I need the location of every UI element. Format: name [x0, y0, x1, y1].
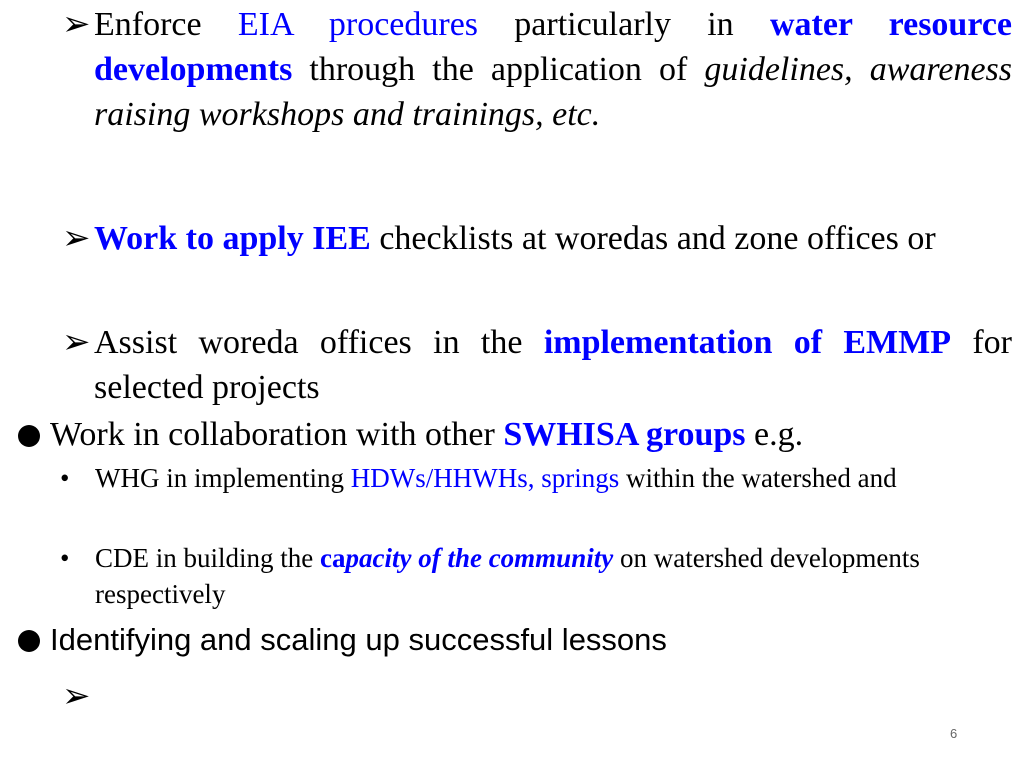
- bullet-apply-iee: [62, 216, 1012, 261]
- page-number: 6: [950, 726, 958, 741]
- bullet-collaboration: [18, 414, 1018, 456]
- filled-circle-bullet-icon: [18, 630, 40, 652]
- bullet-successful-lessons: [18, 619, 1018, 661]
- bullet-text: WHG in implementing HDWs/HHWHs, springs within the watershed and: [95, 463, 897, 493]
- arrow-bullet-icon: ➢: [62, 324, 91, 361]
- bullet-text: Identifying and scaling up successful lessons: [50, 622, 667, 657]
- bullet-text: CDE in building the capacity of the community on watershed developments respectively: [95, 543, 920, 609]
- bullet-text: Work to apply IEE checklists at woredas and zone offices or: [94, 220, 936, 257]
- bullet-text: Assist woreda offices in the implementation of EMMP for selected projects: [94, 324, 1012, 406]
- arrow-bullet-icon: ➢: [62, 220, 91, 257]
- arrow-bullet-icon: ➢: [62, 678, 91, 715]
- round-bullet-icon: •: [60, 463, 70, 493]
- bullet-text: Work in collaboration with other SWHISA groups e.g.: [50, 416, 804, 453]
- bullet-enforce-eia: [62, 2, 1012, 137]
- arrow-bullet-icon: ➢: [62, 6, 91, 43]
- filled-circle-bullet-icon: [18, 425, 40, 447]
- sub-bullet-cde: [60, 540, 990, 612]
- bullet-assist-woreda: [62, 320, 1012, 410]
- round-bullet-icon: •: [60, 543, 70, 573]
- sub-bullet-whg: [60, 460, 990, 496]
- bullet-text: Enforce EIA procedures particularly in water resource developments through the application of guidelines, awareness raising workshops and trainings, etc.: [94, 6, 1013, 133]
